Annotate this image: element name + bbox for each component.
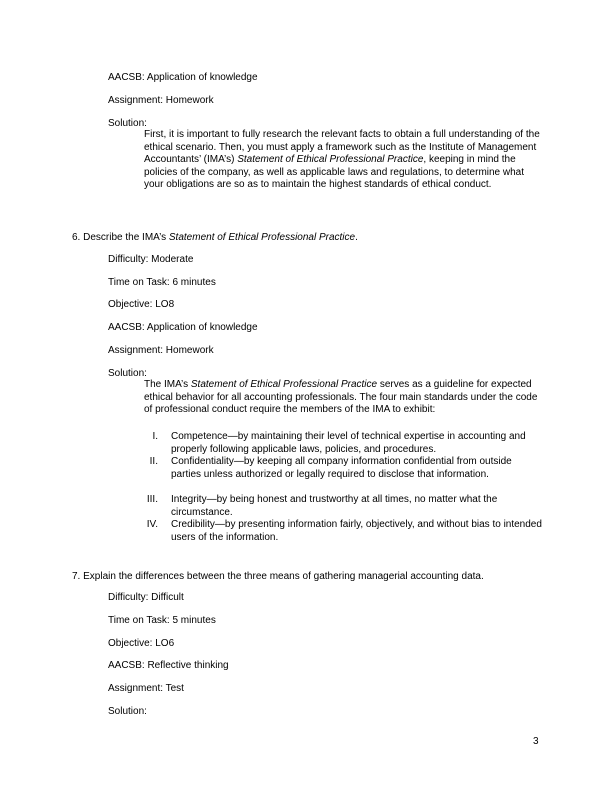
question-6: 6. Describe the IMA’s Statement of Ethical Professional Practice. [72,232,358,243]
question-7: 7. Explain the differences between the three means of gathering managerial accounting data. [72,571,484,582]
list-item-text: Confidentiality—by keeping all company information confidential from outside parties unless authorized or legally required to disclose that information. [171,456,512,480]
difficulty-line: Difficulty: Difficult [108,592,184,603]
objective-line: Objective: LO6 [108,638,175,649]
difficulty-line: Difficulty: Moderate [108,254,194,265]
objective-line: Objective: LO8 [108,299,175,310]
assignment-line: Assignment: Homework [108,345,214,356]
list-item-number: III. [146,494,158,505]
solution-label: Solution: [108,706,147,717]
list-item-number: II. [149,456,158,467]
aacsb-line: AACSB: Reflective thinking [108,660,229,671]
aacsb-line: AACSB: Application of knowledge [108,322,258,333]
time-on-task-line: Time on Task: 5 minutes [108,615,216,626]
solution-label: Solution: [108,118,147,129]
list-item-text: Credibility—by presenting information fairly, objectively, and without bias to intended users of the information. [171,519,542,543]
aacsb-line: AACSB: Application of knowledge [108,72,258,83]
assignment-line: Assignment: Homework [108,95,214,106]
list-item-number: I. [152,431,158,442]
time-on-task-line: Time on Task: 6 minutes [108,277,216,288]
list-item-number: IV. [146,519,158,530]
list-item-text: Competence—by maintaining their level of technical expertise in accounting and properly following applicable laws, policies, and procedures. [171,431,526,455]
assignment-line: Assignment: Test [108,683,184,694]
page-number: 3 [533,736,539,747]
list-item-text: Integrity—by being honest and trustworthy at all times, no matter what the circumstance. [171,494,498,518]
solution-label: Solution: [108,368,147,379]
solution-text: First, it is important to fully research the relevant facts to obtain a full understanding of the ethical scenario. Then, you must apply a framework such as the Institute of Management Accountants’ (IMA’s) Statement of Ethical Professional Practice, keeping in mind the policies of the company, as well as applicable laws and regulations, to determine what your obligations are so as to maintain the highest standards of ethical conduct. [144,129,540,190]
solution-text: The IMA’s Statement of Ethical Professional Practice serves as a guideline for expected ethical behavior for all accounting professionals. The four main standards under the code of professional conduct require the members of the IMA to exhibit: [144,379,538,415]
